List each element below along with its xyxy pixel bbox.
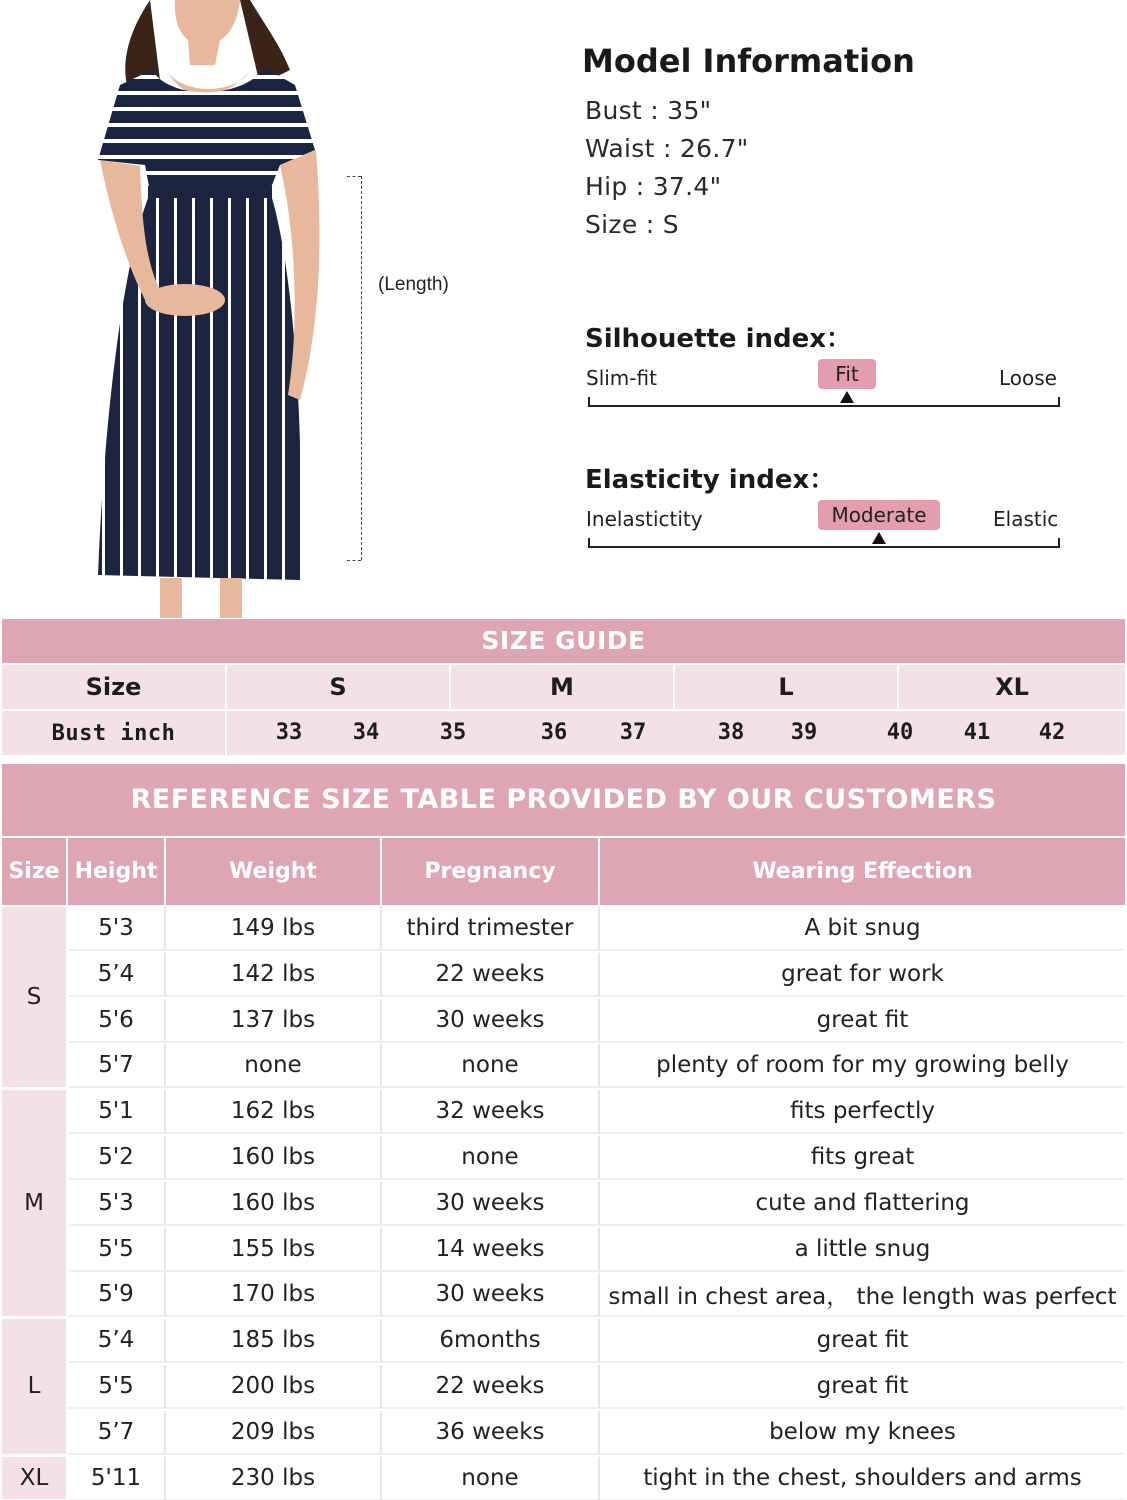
- table-row: [68, 1411, 1125, 1455]
- cell-weight: 155 lbs: [166, 1228, 382, 1272]
- model-bust: Bust : 35": [585, 96, 712, 125]
- cell-wearing-effection: great fit: [600, 1365, 1125, 1409]
- cell-wearing-effection: A bit snug: [600, 907, 1125, 951]
- length-indicator-bottom: [347, 560, 361, 561]
- cell-wearing-effection: fits perfectly: [600, 1090, 1125, 1134]
- cell-weight: 142 lbs: [166, 953, 382, 997]
- size-guide-size-s: S: [227, 665, 449, 709]
- elasticity-scale: [588, 538, 1060, 548]
- cell-height: 5'5: [68, 1365, 166, 1409]
- cell-pregnancy: 30 weeks: [382, 999, 600, 1043]
- size-guide-size-row: [2, 665, 1125, 709]
- cell-height: 5'3: [68, 907, 166, 951]
- size-guide-size-xl: XL: [899, 665, 1125, 709]
- model-size: Size : S: [585, 210, 679, 239]
- table-row: [68, 1273, 1125, 1317]
- bust-value: 38: [717, 720, 745, 745]
- cell-wearing-effection: fits great: [600, 1136, 1125, 1180]
- bust-inch-label: Bust inch: [2, 711, 225, 755]
- cell-weight: none: [166, 1044, 382, 1088]
- cell-weight: 149 lbs: [166, 907, 382, 951]
- cell-weight: 160 lbs: [166, 1182, 382, 1226]
- elasticity-left-label: Inelastictity: [586, 507, 703, 531]
- cell-weight: 209 lbs: [166, 1411, 382, 1455]
- table-row: [68, 1136, 1125, 1180]
- cell-height: 5'5: [68, 1228, 166, 1272]
- bust-value: 33: [275, 720, 303, 745]
- cell-wearing-effection: great fit: [600, 999, 1125, 1043]
- size-group-label: M: [2, 1090, 66, 1316]
- cell-wearing-effection: small in chest area， the length was perfect: [600, 1273, 1125, 1317]
- bust-value: 37: [619, 720, 647, 745]
- cell-wearing-effection: a little snug: [600, 1228, 1125, 1272]
- size-guide: [2, 619, 1125, 755]
- table-row: [68, 1228, 1125, 1272]
- cell-pregnancy: third trimester: [382, 907, 600, 951]
- silhouette-right-label: Loose: [999, 366, 1057, 390]
- size-guide-size-label: Size: [2, 665, 225, 709]
- bust-value: 35: [439, 720, 467, 745]
- header-pregnancy: Pregnancy: [382, 838, 598, 905]
- bust-value: 41: [963, 720, 991, 745]
- model-waist: Waist : 26.7": [585, 134, 749, 163]
- cell-weight: 170 lbs: [166, 1273, 382, 1317]
- size-group-label: S: [2, 907, 66, 1087]
- reference-table-body: [2, 905, 1125, 1500]
- cell-pregnancy: 22 weeks: [382, 953, 600, 997]
- size-group-label: XL: [2, 1457, 66, 1500]
- cell-pregnancy: 30 weeks: [382, 1273, 600, 1317]
- cell-wearing-effection: below my knees: [600, 1411, 1125, 1455]
- model-info-title: Model Information: [582, 42, 915, 80]
- product-photo: [90, 0, 330, 618]
- cell-wearing-effection: great fit: [600, 1319, 1125, 1363]
- bust-value: 34: [352, 720, 380, 745]
- table-row: [68, 1044, 1125, 1088]
- cell-wearing-effection: cute and flattering: [600, 1182, 1125, 1226]
- cell-height: 5'2: [68, 1136, 166, 1180]
- size-guide-size-l: L: [675, 665, 897, 709]
- cell-pregnancy: 6months: [382, 1319, 600, 1363]
- cell-pregnancy: 36 weeks: [382, 1411, 600, 1455]
- table-row: [68, 1457, 1125, 1500]
- cell-weight: 230 lbs: [166, 1457, 382, 1500]
- table-row: [68, 953, 1125, 997]
- header-height: Height: [68, 838, 164, 905]
- model-hip: Hip : 37.4": [585, 172, 722, 201]
- cell-height: 5'11: [68, 1457, 166, 1500]
- cell-pregnancy: 32 weeks: [382, 1090, 600, 1134]
- bust-value: 39: [790, 720, 818, 745]
- table-row: [68, 999, 1125, 1043]
- bust-value: 36: [540, 720, 568, 745]
- cell-pregnancy: 30 weeks: [382, 1182, 600, 1226]
- header-wearing-effection: Wearing Effection: [600, 838, 1125, 905]
- cell-weight: 162 lbs: [166, 1090, 382, 1134]
- cell-wearing-effection: tight in the chest, shoulders and arms: [600, 1457, 1125, 1500]
- cell-height: 5’4: [68, 1319, 166, 1363]
- cell-wearing-effection: great for work: [600, 953, 1125, 997]
- table-row: [68, 1365, 1125, 1409]
- reference-table-title: REFERENCE SIZE TABLE PROVIDED BY OUR CUSTOMERS: [2, 764, 1125, 836]
- size-guide-bust-row: [2, 711, 1125, 755]
- table-row: [68, 1182, 1125, 1226]
- elasticity-title: Elasticity index：: [585, 465, 836, 495]
- cell-height: 5’7: [68, 1411, 166, 1455]
- cell-weight: 185 lbs: [166, 1319, 382, 1363]
- cell-height: 5'7: [68, 1044, 166, 1088]
- cell-height: 5'6: [68, 999, 166, 1043]
- bust-value: 42: [1038, 720, 1066, 745]
- bust-value: 40: [886, 720, 914, 745]
- cell-pregnancy: 22 weeks: [382, 1365, 600, 1409]
- elasticity-selected-badge: Moderate: [818, 500, 940, 530]
- reference-table-header: [2, 838, 1125, 905]
- cell-pregnancy: 14 weeks: [382, 1228, 600, 1272]
- silhouette-selected-badge: Fit: [818, 359, 876, 389]
- silhouette-title: Silhouette index：: [585, 324, 853, 354]
- cell-pregnancy: none: [382, 1136, 600, 1180]
- cell-weight: 160 lbs: [166, 1136, 382, 1180]
- cell-height: 5'9: [68, 1273, 166, 1317]
- length-indicator-top: [347, 176, 361, 177]
- size-guide-title: SIZE GUIDE: [2, 619, 1125, 663]
- silhouette-scale: [588, 397, 1060, 407]
- cell-weight: 200 lbs: [166, 1365, 382, 1409]
- bust-values: [227, 711, 1125, 755]
- header-weight: Weight: [166, 838, 380, 905]
- table-row: [68, 1319, 1125, 1363]
- cell-pregnancy: none: [382, 1044, 600, 1088]
- cell-height: 5’4: [68, 953, 166, 997]
- cell-weight: 137 lbs: [166, 999, 382, 1043]
- cell-wearing-effection: plenty of room for my growing belly: [600, 1044, 1125, 1088]
- cell-height: 5'1: [68, 1090, 166, 1134]
- size-group-label: L: [2, 1319, 66, 1453]
- table-row: [68, 907, 1125, 951]
- reference-size-table: [2, 764, 1125, 1500]
- elasticity-right-label: Elastic: [993, 507, 1059, 531]
- header-size: Size: [2, 838, 66, 905]
- size-guide-size-m: M: [451, 665, 673, 709]
- length-indicator: [361, 176, 362, 560]
- silhouette-left-label: Slim-fit: [586, 366, 657, 390]
- cell-pregnancy: none: [382, 1457, 600, 1500]
- cell-height: 5'3: [68, 1182, 166, 1226]
- table-row: [68, 1090, 1125, 1134]
- length-label: (Length): [378, 274, 449, 295]
